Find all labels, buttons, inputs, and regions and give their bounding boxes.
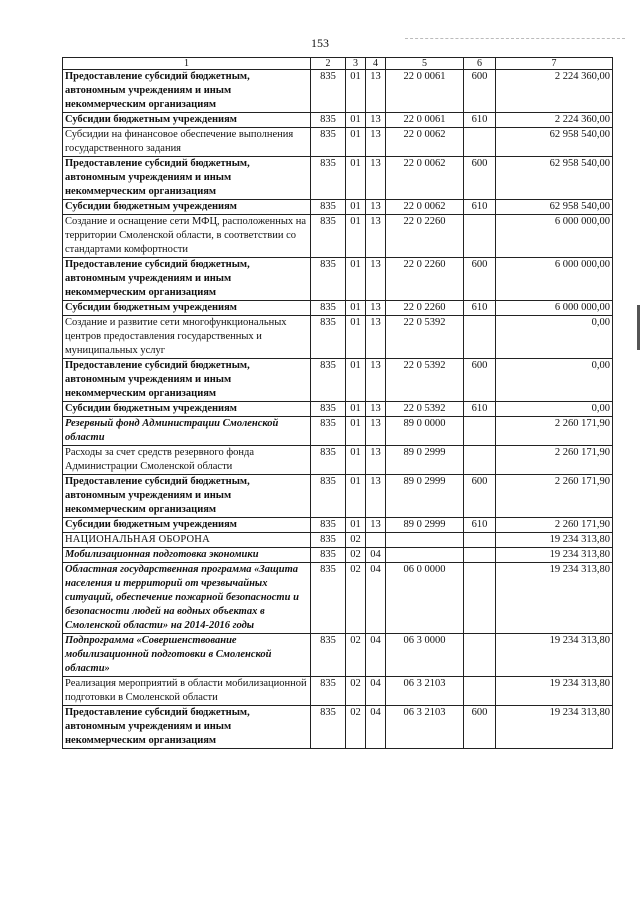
scan-artifact xyxy=(405,38,625,40)
row-section: 02 xyxy=(346,706,366,749)
row-name: Субсидии бюджетным учреждениям xyxy=(63,518,311,533)
row-ministry-code: 835 xyxy=(311,128,346,157)
row-section: 01 xyxy=(346,258,366,301)
row-name: Субсидии бюджетным учреждениям xyxy=(63,301,311,316)
row-ministry-code: 835 xyxy=(311,548,346,563)
row-ministry-code: 835 xyxy=(311,359,346,402)
row-name: Предоставление субсидий бюджетным, автономным учреждениям и иным некоммерческим организациям xyxy=(63,157,311,200)
row-ministry-code: 835 xyxy=(311,563,346,634)
row-section: 01 xyxy=(346,113,366,128)
row-section: 02 xyxy=(346,533,366,548)
row-subsection: 04 xyxy=(366,563,386,634)
table-row xyxy=(63,417,613,446)
row-target-article: 22 0 5392 xyxy=(386,359,464,402)
row-name: Предоставление субсидий бюджетным, автономным учреждениям и иным некоммерческим организациям xyxy=(63,359,311,402)
row-subsection: 13 xyxy=(366,301,386,316)
table-row xyxy=(63,258,613,301)
row-amount: 2 260 171,90 xyxy=(496,446,613,475)
row-target-article: 22 0 0061 xyxy=(386,70,464,113)
row-subsection: 04 xyxy=(366,548,386,563)
row-target-article xyxy=(386,533,464,548)
row-section: 01 xyxy=(346,157,366,200)
row-expense-type: 610 xyxy=(464,402,496,417)
row-subsection: 13 xyxy=(366,417,386,446)
row-expense-type xyxy=(464,128,496,157)
row-target-article: 89 0 2999 xyxy=(386,475,464,518)
row-section: 01 xyxy=(346,359,366,402)
row-amount: 19 234 313,80 xyxy=(496,706,613,749)
table-row xyxy=(63,200,613,215)
table-row xyxy=(63,301,613,316)
row-section: 01 xyxy=(346,301,366,316)
row-subsection: 13 xyxy=(366,446,386,475)
row-amount: 19 234 313,80 xyxy=(496,548,613,563)
row-ministry-code: 835 xyxy=(311,70,346,113)
row-section: 01 xyxy=(346,446,366,475)
table-row xyxy=(63,677,613,706)
row-name: Субсидии бюджетным учреждениям xyxy=(63,113,311,128)
row-subsection: 04 xyxy=(366,706,386,749)
row-expense-type xyxy=(464,316,496,359)
budget-table xyxy=(62,57,613,749)
row-section: 01 xyxy=(346,475,366,518)
table-row xyxy=(63,548,613,563)
row-ministry-code: 835 xyxy=(311,475,346,518)
row-ministry-code: 835 xyxy=(311,533,346,548)
column-header: 4 xyxy=(366,58,386,70)
table-row xyxy=(63,706,613,749)
row-ministry-code: 835 xyxy=(311,301,346,316)
row-target-article: 22 0 2260 xyxy=(386,215,464,258)
row-expense-type: 600 xyxy=(464,70,496,113)
row-expense-type xyxy=(464,677,496,706)
row-subsection: 13 xyxy=(366,518,386,533)
row-section: 02 xyxy=(346,677,366,706)
row-section: 02 xyxy=(346,548,366,563)
row-name: Предоставление субсидий бюджетным, автономным учреждениям и иным некоммерческим организациям xyxy=(63,70,311,113)
row-section: 01 xyxy=(346,316,366,359)
row-ministry-code: 835 xyxy=(311,677,346,706)
row-subsection: 13 xyxy=(366,359,386,402)
row-amount: 6 000 000,00 xyxy=(496,258,613,301)
row-target-article: 89 0 0000 xyxy=(386,417,464,446)
row-name: Резервный фонд Администрации Смоленской области xyxy=(63,417,311,446)
row-name: Предоставление субсидий бюджетным, автономным учреждениям и иным некоммерческим организациям xyxy=(63,475,311,518)
row-section: 01 xyxy=(346,518,366,533)
row-name: Создание и развитие сети многофункциональных центров предоставления государственных и муниципальных услуг xyxy=(63,316,311,359)
row-amount: 19 234 313,80 xyxy=(496,533,613,548)
row-name: Реализация мероприятий в области мобилизационной подготовки в Смоленской области xyxy=(63,677,311,706)
row-amount: 2 260 171,90 xyxy=(496,518,613,533)
column-header: 7 xyxy=(496,58,613,70)
row-subsection: 13 xyxy=(366,402,386,417)
column-header-row xyxy=(63,58,613,70)
column-header: 5 xyxy=(386,58,464,70)
table-row xyxy=(63,157,613,200)
column-header: 1 xyxy=(63,58,311,70)
row-amount: 19 234 313,80 xyxy=(496,563,613,634)
row-section: 01 xyxy=(346,70,366,113)
row-target-article: 06 3 2103 xyxy=(386,677,464,706)
row-target-article: 22 0 0061 xyxy=(386,113,464,128)
table-row xyxy=(63,563,613,634)
table-row xyxy=(63,402,613,417)
row-amount: 6 000 000,00 xyxy=(496,301,613,316)
row-amount: 0,00 xyxy=(496,316,613,359)
table-row xyxy=(63,533,613,548)
table-row xyxy=(63,316,613,359)
row-expense-type: 600 xyxy=(464,258,496,301)
row-amount: 2 260 171,90 xyxy=(496,417,613,446)
row-target-article: 22 0 0062 xyxy=(386,157,464,200)
row-name: Субсидии на финансовое обеспечение выполнения государственного задания xyxy=(63,128,311,157)
row-ministry-code: 835 xyxy=(311,417,346,446)
row-name: Субсидии бюджетным учреждениям xyxy=(63,402,311,417)
table-row xyxy=(63,634,613,677)
row-expense-type: 610 xyxy=(464,113,496,128)
row-section: 01 xyxy=(346,402,366,417)
row-name: Подпрограмма «Совершенствование мобилизационной подготовки в Смоленской области» xyxy=(63,634,311,677)
row-subsection: 13 xyxy=(366,316,386,359)
row-target-article: 89 0 2999 xyxy=(386,518,464,533)
row-section: 01 xyxy=(346,200,366,215)
row-subsection: 13 xyxy=(366,258,386,301)
row-subsection: 13 xyxy=(366,70,386,113)
row-amount: 0,00 xyxy=(496,359,613,402)
row-section: 02 xyxy=(346,634,366,677)
row-name: Предоставление субсидий бюджетным, автономным учреждениям и иным некоммерческим организациям xyxy=(63,706,311,749)
page-number: 153 xyxy=(311,36,329,50)
table-row xyxy=(63,518,613,533)
row-target-article: 89 0 2999 xyxy=(386,446,464,475)
row-expense-type: 610 xyxy=(464,301,496,316)
column-header: 3 xyxy=(346,58,366,70)
row-ministry-code: 835 xyxy=(311,402,346,417)
row-ministry-code: 835 xyxy=(311,200,346,215)
row-amount: 2 224 360,00 xyxy=(496,70,613,113)
row-ministry-code: 835 xyxy=(311,157,346,200)
row-amount: 62 958 540,00 xyxy=(496,200,613,215)
row-ministry-code: 835 xyxy=(311,634,346,677)
table-row xyxy=(63,475,613,518)
row-subsection: 13 xyxy=(366,113,386,128)
row-amount: 2 224 360,00 xyxy=(496,113,613,128)
row-name: Субсидии бюджетным учреждениям xyxy=(63,200,311,215)
row-ministry-code: 835 xyxy=(311,316,346,359)
row-expense-type: 610 xyxy=(464,518,496,533)
row-expense-type: 600 xyxy=(464,157,496,200)
row-ministry-code: 835 xyxy=(311,706,346,749)
row-amount: 19 234 313,80 xyxy=(496,634,613,677)
table-row xyxy=(63,128,613,157)
row-amount: 62 958 540,00 xyxy=(496,128,613,157)
row-expense-type xyxy=(464,446,496,475)
row-subsection: 13 xyxy=(366,157,386,200)
row-target-article: 22 0 2260 xyxy=(386,258,464,301)
row-name: НАЦИОНАЛЬНАЯ ОБОРОНА xyxy=(63,533,311,548)
row-section: 01 xyxy=(346,128,366,157)
row-subsection: 13 xyxy=(366,200,386,215)
table-row xyxy=(63,70,613,113)
row-expense-type xyxy=(464,548,496,563)
row-target-article xyxy=(386,548,464,563)
row-amount: 2 260 171,90 xyxy=(496,475,613,518)
row-subsection: 04 xyxy=(366,677,386,706)
row-amount: 0,00 xyxy=(496,402,613,417)
row-ministry-code: 835 xyxy=(311,518,346,533)
column-header: 2 xyxy=(311,58,346,70)
row-subsection xyxy=(366,533,386,548)
row-subsection: 13 xyxy=(366,128,386,157)
row-target-article: 06 0 0000 xyxy=(386,563,464,634)
row-expense-type xyxy=(464,634,496,677)
row-name: Предоставление субсидий бюджетным, автономным учреждениям и иным некоммерческим организациям xyxy=(63,258,311,301)
row-target-article: 06 3 2103 xyxy=(386,706,464,749)
row-section: 02 xyxy=(346,563,366,634)
row-subsection: 13 xyxy=(366,215,386,258)
row-ministry-code: 835 xyxy=(311,113,346,128)
row-expense-type: 610 xyxy=(464,200,496,215)
column-header: 6 xyxy=(464,58,496,70)
row-amount: 6 000 000,00 xyxy=(496,215,613,258)
row-ministry-code: 835 xyxy=(311,446,346,475)
table-row xyxy=(63,359,613,402)
row-amount: 19 234 313,80 xyxy=(496,677,613,706)
table-row xyxy=(63,446,613,475)
row-section: 01 xyxy=(346,417,366,446)
row-target-article: 22 0 0062 xyxy=(386,200,464,215)
row-expense-type xyxy=(464,563,496,634)
row-expense-type: 600 xyxy=(464,475,496,518)
row-ministry-code: 835 xyxy=(311,258,346,301)
row-subsection: 04 xyxy=(366,634,386,677)
row-target-article: 22 0 0062 xyxy=(386,128,464,157)
row-name: Областная государственная программа «Защита населения и территорий от чрезвычайных ситуаций, обеспечение пожарной безопасности и безопасности людей на водных объектах в Смоленской области» на 2014-2016 годы xyxy=(63,563,311,634)
row-ministry-code: 835 xyxy=(311,215,346,258)
table-row xyxy=(63,113,613,128)
row-expense-type xyxy=(464,417,496,446)
row-expense-type: 600 xyxy=(464,359,496,402)
row-target-article: 22 0 5392 xyxy=(386,402,464,417)
row-amount: 62 958 540,00 xyxy=(496,157,613,200)
row-expense-type: 600 xyxy=(464,706,496,749)
row-name: Мобилизационная подготовка экономики xyxy=(63,548,311,563)
table-row xyxy=(63,215,613,258)
row-expense-type xyxy=(464,215,496,258)
row-target-article: 22 0 2260 xyxy=(386,301,464,316)
row-name: Создание и оснащение сети МФЦ, расположенных на территории Смоленской области, в соответствии со стандартами комфортности xyxy=(63,215,311,258)
row-subsection: 13 xyxy=(366,475,386,518)
row-section: 01 xyxy=(346,215,366,258)
row-name: Расходы за счет средств резервного фонда Администрации Смоленской области xyxy=(63,446,311,475)
row-expense-type xyxy=(464,533,496,548)
row-target-article: 22 0 5392 xyxy=(386,316,464,359)
row-target-article: 06 3 0000 xyxy=(386,634,464,677)
